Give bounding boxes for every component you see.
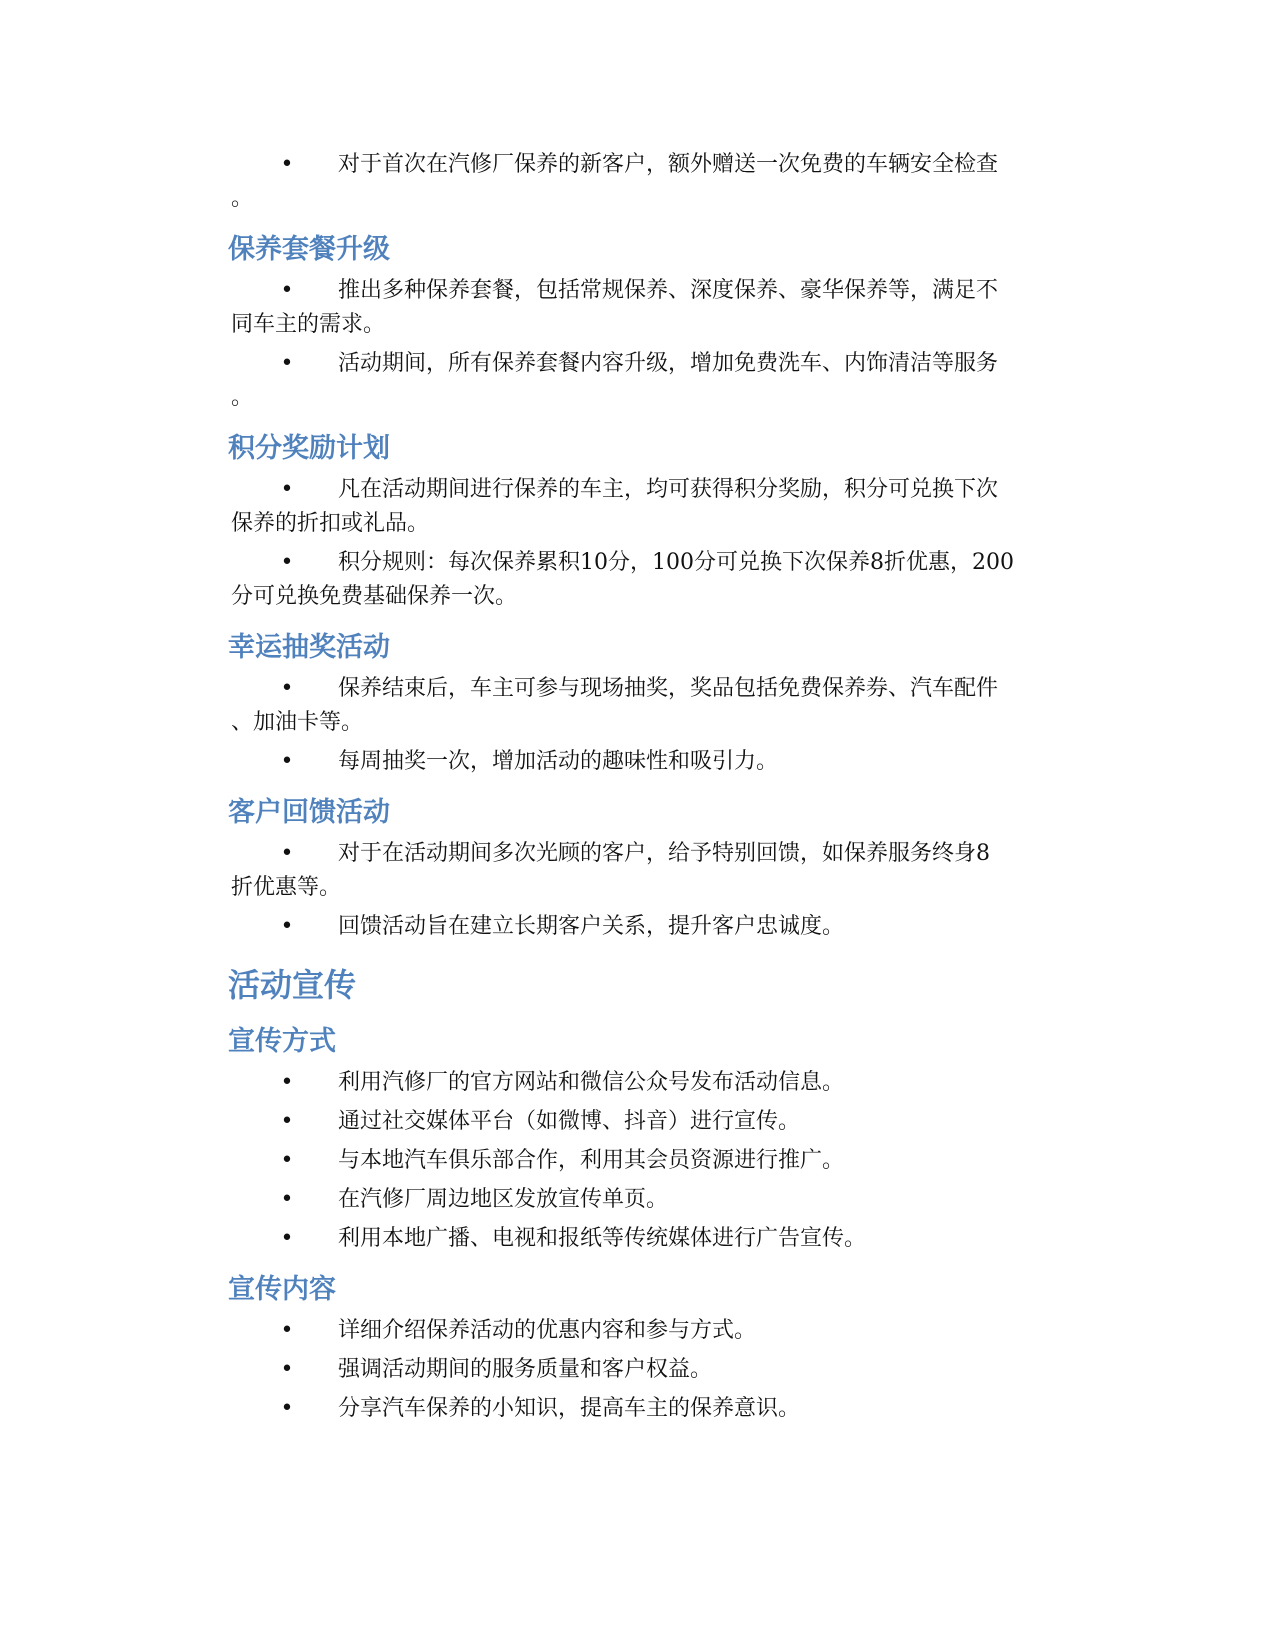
section-heading-lucky-draw: 幸运抽奖活动 [228,632,390,663]
bullet: • [280,676,294,701]
list-item [231,1144,1091,1178]
list-item [231,1222,1091,1256]
bullet: • [280,477,294,502]
list-item-text: 积分规则：每次保养累积10分，100分可兑换下次保养8折优惠，200 [338,550,1014,575]
list-item-text: 利用汽修厂的官方网站和微信公众号发布活动信息。 [338,1070,845,1095]
bullet: • [280,1148,294,1173]
list-item [231,546,1091,614]
list-item-text: 利用本地广播、电视和报纸等传统媒体进行广告宣传。 [338,1226,867,1251]
section-heading-points-reward: 积分奖励计划 [228,433,390,464]
list-item-text: 对于在活动期间多次光顾的客户，给予特别回馈，如保养服务终身8 [338,841,990,866]
list-item [231,274,1091,342]
list-item-text-continued: 保养的折扣或礼品。 [231,511,430,536]
list-item-text-continued: 同车主的需求。 [231,312,386,337]
list-item-text-continued: 分可兑换免费基础保养一次。 [231,584,518,609]
list-item [231,1105,1091,1139]
section-heading-promo-methods: 宣传方式 [228,1026,336,1057]
list-item-text-continued: 。 [231,385,254,410]
list-item [231,473,1091,541]
bullet: • [280,749,294,774]
list-item [231,672,1091,740]
document-content [228,148,1091,1431]
bullet: • [280,152,294,177]
bullet: • [280,841,294,866]
bullet: • [280,1070,294,1095]
list-item-text: 保养结束后，车主可参与现场抽奖，奖品包括免费保养券、汽车配件 [338,676,999,701]
list-item [231,148,1091,216]
list-item [231,1392,1091,1426]
section-heading-promo-content: 宣传内容 [228,1274,336,1305]
list-item-text-continued: 折优惠等。 [231,875,342,900]
list-item [231,1353,1091,1387]
list-item-text: 推出多种保养套餐，包括常规保养、深度保养、豪华保养等，满足不 [338,278,999,303]
list-item-text-continued: 。 [231,186,254,211]
section-heading-package-upgrade: 保养套餐升级 [228,234,390,265]
list-item [231,347,1091,415]
bullet: • [280,1187,294,1212]
list-item-text: 回馈活动旨在建立长期客户关系，提升客户忠诚度。 [338,914,845,939]
list-item-text: 在汽修厂周边地区发放宣传单页。 [338,1187,669,1212]
list-item [231,1314,1091,1348]
list-item-text: 分享汽车保养的小知识，提高车主的保养意识。 [338,1396,801,1421]
bullet: • [280,550,294,575]
chapter-heading-promotion: 活动宣传 [228,966,357,1004]
section-heading-customer-feedback: 客户回馈活动 [228,797,390,828]
list-item-text: 对于首次在汽修厂保养的新客户，额外赠送一次免费的车辆安全检查 [338,152,999,177]
bullet: • [280,1396,294,1421]
list-item-text: 每周抽奖一次，增加活动的趣味性和吸引力。 [338,749,779,774]
list-item-text: 强调活动期间的服务质量和客户权益。 [338,1357,713,1382]
list-item-text: 通过社交媒体平台（如微博、抖音）进行宣传。 [338,1109,801,1134]
bullet: • [280,1357,294,1382]
bullet: • [280,1226,294,1251]
list-item-text-continued: 、加油卡等。 [231,710,364,735]
bullet: • [280,351,294,376]
list-item [231,1183,1091,1217]
list-item-text: 凡在活动期间进行保养的车主，均可获得积分奖励，积分可兑换下次 [338,477,999,502]
list-item [231,837,1091,905]
bullet: • [280,278,294,303]
bullet: • [280,914,294,939]
list-item-text: 与本地汽车俱乐部合作，利用其会员资源进行推广。 [338,1148,845,1173]
list-item-text: 详细介绍保养活动的优惠内容和参与方式。 [338,1318,757,1343]
list-item-text: 活动期间，所有保养套餐内容升级，增加免费洗车、内饰清洁等服务 [338,351,999,376]
list-item [231,1066,1091,1100]
bullet: • [280,1318,294,1343]
bullet: • [280,1109,294,1134]
list-item [231,745,1091,779]
list-item [231,910,1091,944]
